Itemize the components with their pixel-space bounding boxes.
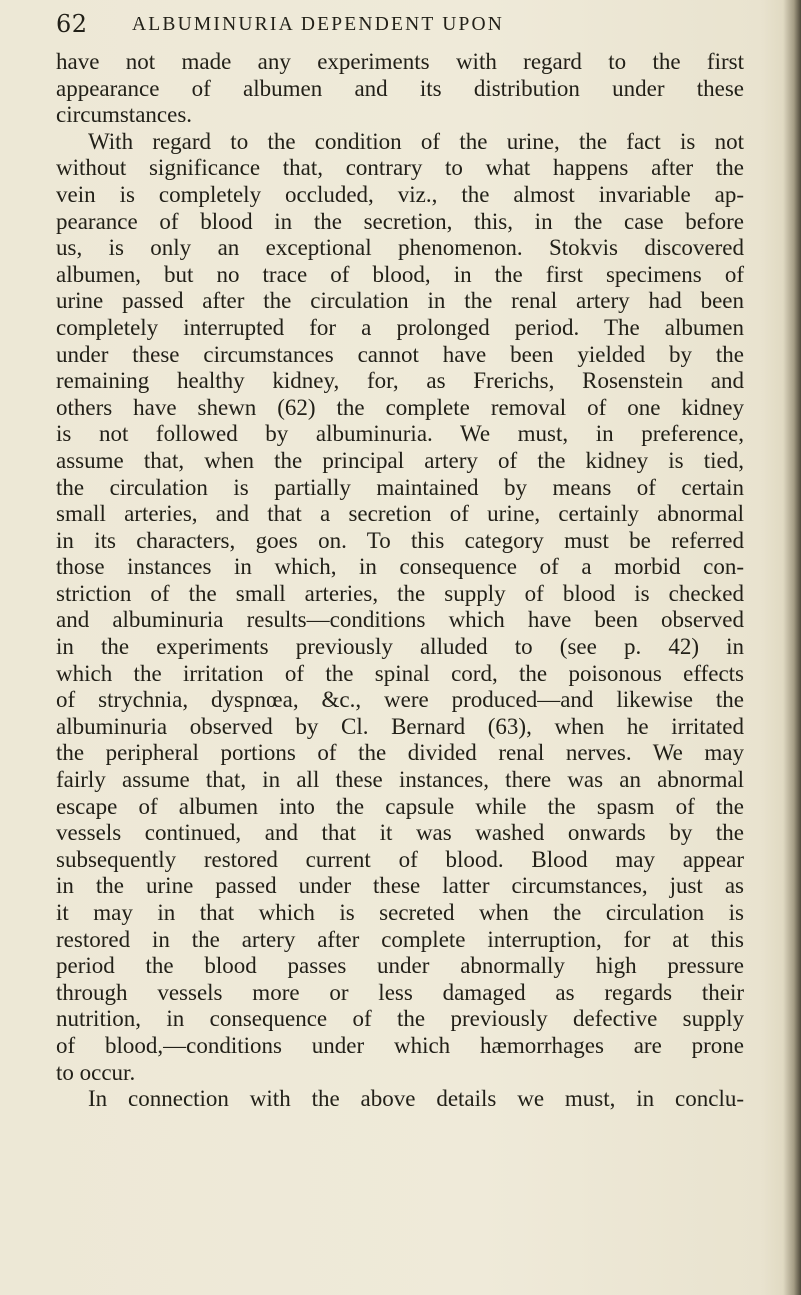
text-line: the peripheral portions of the divided renal nerves. We may bbox=[56, 740, 744, 766]
text-line: have not made any experiments with regard to the first bbox=[56, 49, 744, 74]
text-line: it may in that which is secreted when the circulation is bbox=[56, 900, 744, 925]
text-line: us, is only an exceptional phenomenon. Stokvis discovered bbox=[56, 235, 744, 261]
body-text bbox=[56, 49, 744, 1113]
text-line: restored in the artery after complete interruption, for at this bbox=[56, 926, 744, 952]
text-line: subsequently restored current of blood. Blood may appear bbox=[56, 846, 744, 872]
text-line: assume that, when the principal artery of the kidney is tied, bbox=[56, 447, 744, 473]
text-line: vessels continued, and that it was washed onwards by the bbox=[56, 820, 744, 846]
text-line: others have shewn (62) the complete removal of one kidney bbox=[56, 394, 744, 420]
text-line: period the blood passes under abnormally high pressure bbox=[56, 953, 744, 979]
text-line: With regard to the condition of the urine, the fact is not bbox=[88, 128, 744, 154]
text-line: without significance that, contrary to what happens after the bbox=[56, 155, 744, 181]
text-line: which the irritation of the spinal cord, the poisonous effects bbox=[56, 660, 744, 686]
page-edge-shadow bbox=[783, 0, 801, 1295]
text-line: completely interrupted for a prolonged period. The albumen bbox=[56, 314, 744, 340]
text-line: nutrition, in consequence of the previously defective supply bbox=[56, 1006, 744, 1032]
text-line: of strychnia, dyspnœa, &c., were produced—and likewise the bbox=[56, 687, 744, 713]
text-line: under these circumstances cannot have been yielded by the bbox=[56, 341, 744, 367]
text-line: in the experiments previously alluded to (see p. 42) in bbox=[56, 634, 744, 660]
text-line: in the urine passed under these latter circumstances, just as bbox=[56, 873, 744, 899]
text-line: the circulation is partially maintained by means of certain bbox=[56, 474, 744, 500]
text-line: circumstances. bbox=[56, 102, 193, 128]
page-number: 62 bbox=[56, 10, 88, 38]
text-line: striction of the small arteries, the supply of blood is checked bbox=[56, 580, 744, 606]
running-head: ALBUMINURIA DEPENDENT UPON bbox=[132, 14, 505, 35]
page-header bbox=[56, 10, 716, 46]
text-line: albumen, but no trace of blood, in the first specimens of bbox=[56, 261, 744, 287]
text-line: small arteries, and that a secretion of urine, certainly abnormal bbox=[56, 501, 744, 527]
text-line: is not followed by albuminuria. We must, in preference, bbox=[56, 421, 744, 447]
text-line: escape of albumen into the capsule while the spasm of the bbox=[56, 793, 744, 819]
text-line: remaining healthy kidney, for, as Frerichs, Rosenstein and bbox=[56, 368, 744, 394]
text-line: those instances in which, in consequence of a morbid con- bbox=[56, 554, 744, 580]
text-line: vein is completely occluded, viz., the almost invariable ap- bbox=[56, 181, 744, 207]
text-line: albuminuria observed by Cl. Bernard (63), when he irritated bbox=[56, 713, 744, 739]
text-line: through vessels more or less damaged as regards their bbox=[56, 979, 744, 1005]
text-line: and albuminuria results—conditions which have been observed bbox=[56, 607, 744, 633]
text-line: fairly assume that, in all these instances, there was an abnormal bbox=[56, 767, 744, 793]
text-line: in its characters, goes on. To this category must be referred bbox=[56, 527, 744, 553]
text-line: appearance of albumen and its distribution under these bbox=[56, 75, 744, 101]
text-line: pearance of blood in the secretion, this, in the case before bbox=[56, 208, 744, 234]
text-line: of blood,—conditions under which hæmorrhages are prone bbox=[56, 1032, 744, 1058]
text-line: urine passed after the circulation in the renal artery had been bbox=[56, 288, 744, 314]
text-line: to occur. bbox=[56, 1059, 136, 1085]
text-line: In connection with the above details we must, in conclu- bbox=[88, 1086, 744, 1112]
